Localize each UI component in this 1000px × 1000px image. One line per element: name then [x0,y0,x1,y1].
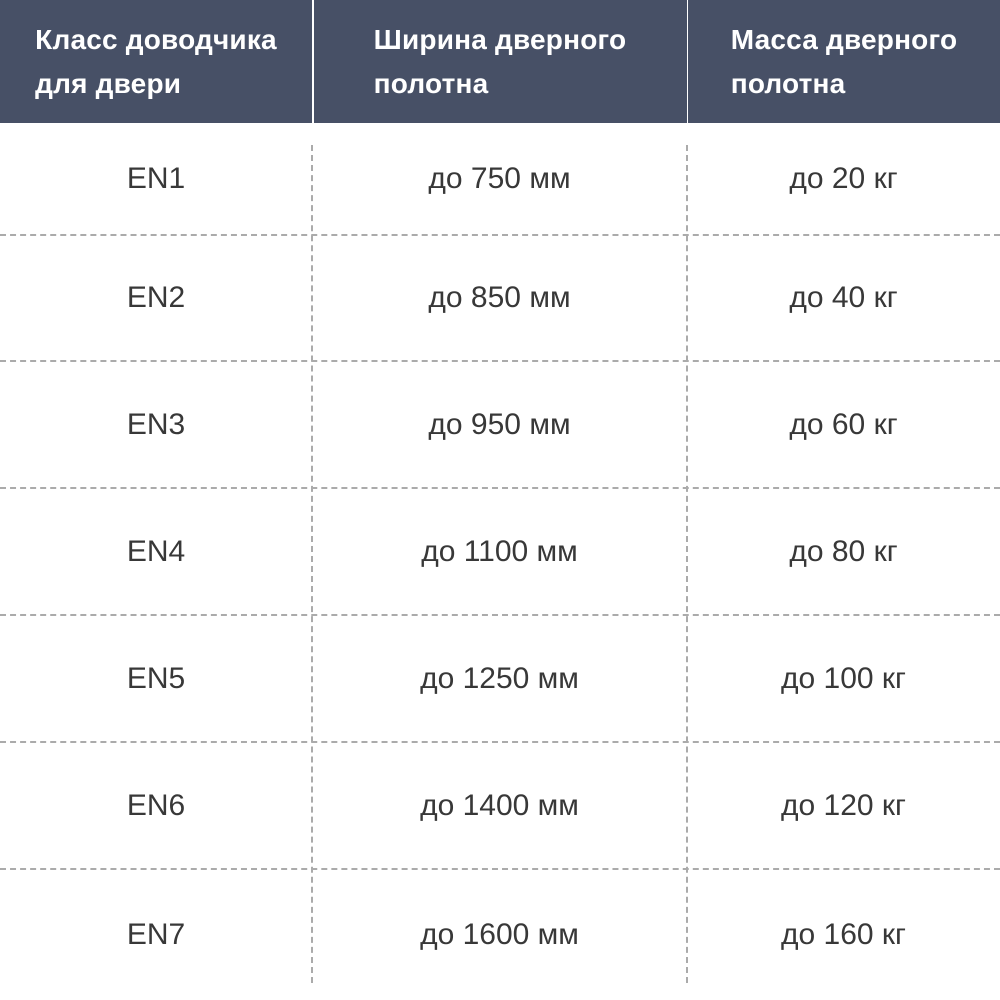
header-class-line1: Класс доводчика [35,23,277,55]
table-row [0,870,1000,1000]
cell-mass: до 100 кг [781,661,906,695]
cell-class: EN5 [126,661,186,695]
cell-class: EN1 [126,161,186,195]
table-row [0,616,1000,743]
table-body [0,123,1000,1000]
table-header-row [0,0,1000,123]
header-cell-width [314,0,687,123]
header-cell-mass [688,0,1000,123]
cell-class: EN6 [126,788,186,822]
cell-mass: до 120 кг [781,788,906,822]
cell-width: до 1100 мм [421,534,578,568]
cell-width: до 1600 мм [420,918,579,951]
table-row [0,489,1000,616]
header-mass-line1: Масса дверного [730,23,958,55]
cell-class: EN7 [126,918,186,951]
header-cell-class [0,0,312,123]
cell-width: до 1400 мм [420,788,579,822]
cell-class: EN2 [126,281,186,314]
cell-mass: до 160 кг [781,918,906,951]
table-row [0,362,1000,489]
cell-mass: до 20 кг [789,161,898,195]
header-width-line2: полотна [373,67,489,99]
cell-width: до 950 мм [428,407,571,441]
cell-class: EN4 [126,534,186,568]
table-row [0,743,1000,870]
header-mass-line2: полотна [730,67,846,99]
cell-mass: до 80 кг [789,534,898,568]
cell-width: до 850 мм [428,281,571,314]
table-row [0,236,1000,362]
column-divider [686,145,688,983]
cell-class: EN3 [126,407,186,441]
cell-width: до 750 мм [428,161,571,195]
cell-mass: до 40 кг [789,281,898,314]
column-divider [311,145,313,983]
cell-width: до 1250 мм [420,661,579,695]
cell-mass: до 60 кг [789,407,898,441]
header-class-line2: для двери [35,67,182,99]
table-row [0,123,1000,236]
header-width-line1: Ширина дверного [373,23,627,55]
